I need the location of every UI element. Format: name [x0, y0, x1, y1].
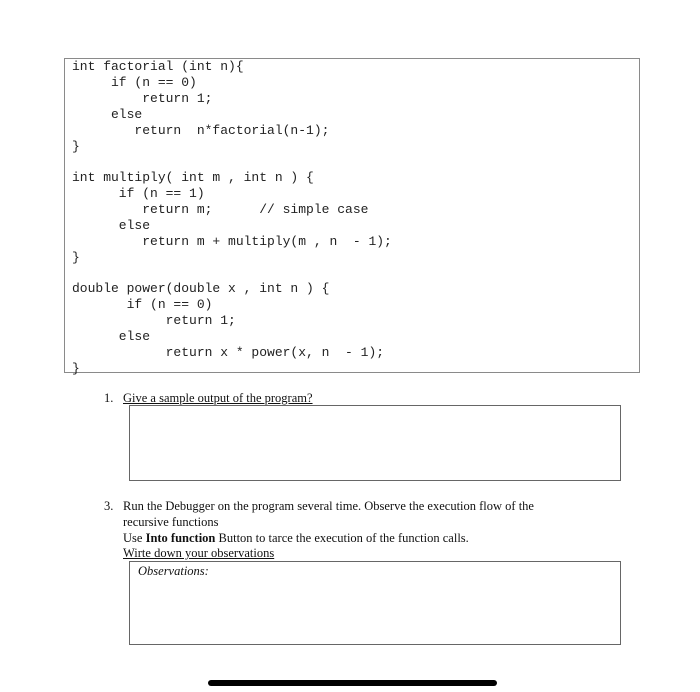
code-line: }	[72, 250, 80, 265]
question-3-line-3	[123, 531, 469, 546]
question-3-line-4: Wirte down your observations	[123, 546, 275, 560]
code-line: else	[72, 218, 151, 233]
question-3-line-3-suffix: Button to tarce the execution of the function calls.	[215, 531, 469, 545]
question-3-number: 3.	[104, 499, 114, 513]
code-line: double power(double x , int n ) {	[72, 281, 330, 296]
question-1-number: 1.	[104, 391, 114, 405]
code-line: return n*factorial(n-1);	[72, 123, 330, 138]
code-line: if (n == 0)	[72, 297, 213, 312]
code-line: return x * power(x, n - 1);	[72, 345, 385, 360]
home-indicator-bar[interactable]	[208, 680, 497, 686]
code-line: else	[72, 107, 143, 122]
code-line: return 1;	[72, 313, 236, 328]
into-function-label: Into function	[145, 531, 216, 545]
code-line: else	[72, 329, 151, 344]
code-line: if (n == 0)	[72, 75, 197, 90]
code-line: return m; // simple case	[72, 202, 369, 217]
question-3-line-1: Run the Debugger on the program several time. Observe the execution flow of the	[123, 499, 534, 513]
sample-output-answer-box[interactable]	[129, 405, 621, 481]
code-line: if (n == 1)	[72, 186, 205, 201]
observations-label: Observations:	[138, 564, 209, 578]
observations-answer-box[interactable]	[129, 561, 621, 645]
question-3-line-3-prefix: Use	[123, 531, 146, 545]
question-3-line-2: recursive functions	[123, 515, 219, 529]
question-1-text: Give a sample output of the program?	[123, 391, 313, 405]
code-line: int factorial (int n){	[72, 59, 244, 74]
code-line: int multiply( int m , int n ) {	[72, 170, 314, 185]
code-line: return m + multiply(m , n - 1);	[72, 234, 392, 249]
code-line: }	[72, 361, 80, 376]
code-line: return 1;	[72, 91, 213, 106]
code-line: }	[72, 139, 80, 154]
